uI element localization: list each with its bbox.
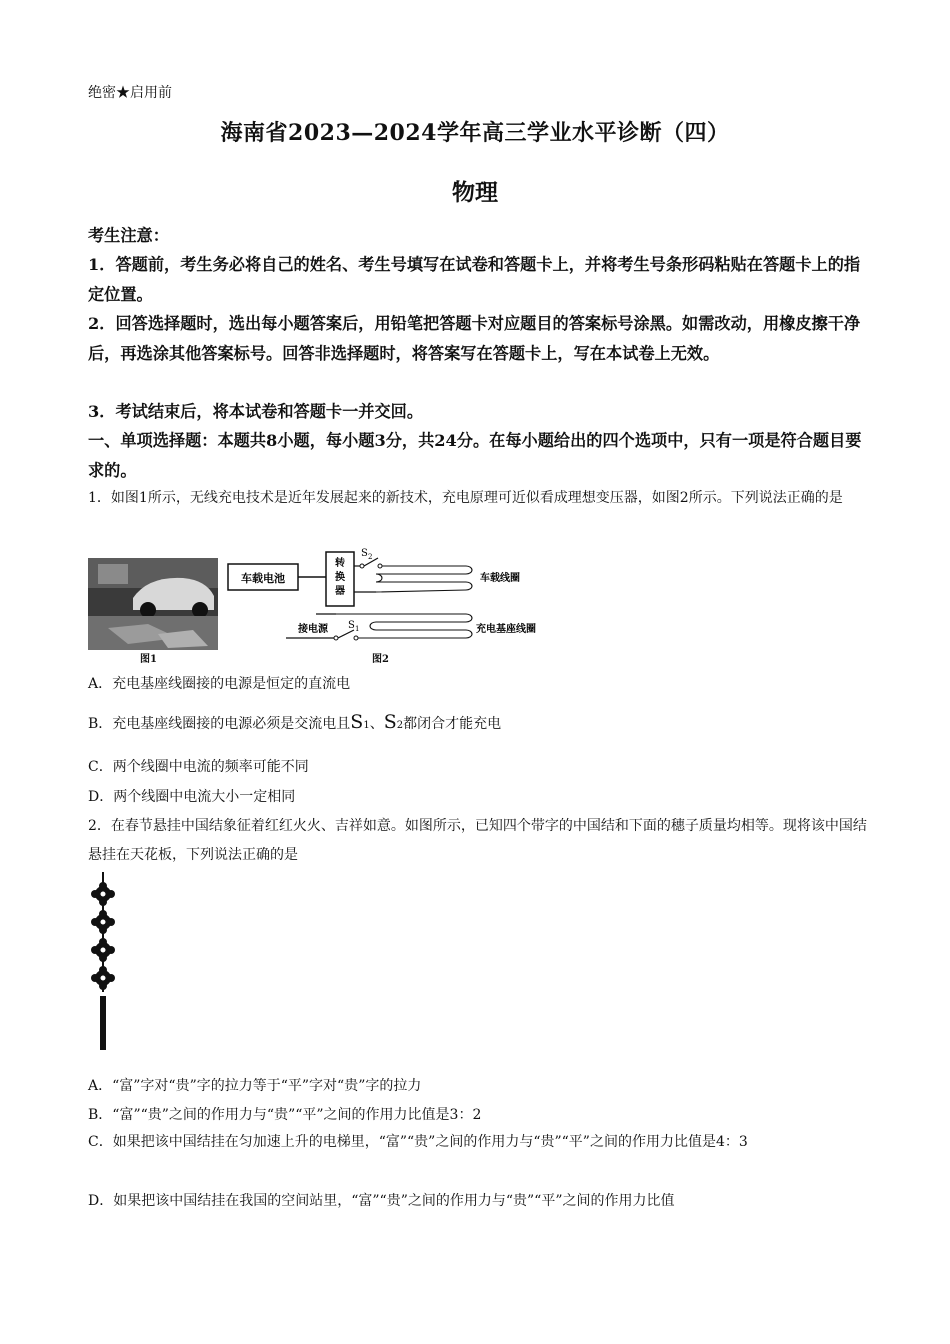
q2-option-a: A．“富”字对“贵”字的拉力等于“平”字对“贵”字的拉力 bbox=[88, 1078, 422, 1094]
q2-option-c: C．如果把该中国结挂在匀加速上升的电梯里，“富”“贵”之间的作用力与“贵”“平”之间的作用力比值是4：3 bbox=[88, 1134, 748, 1150]
figure-1-photo bbox=[88, 558, 218, 650]
section-heading: 一、单项选择题：本题共8小题，每小题3分，共24分。在每小题给出的四个选项中，只有一项是符合题目要求的。 bbox=[88, 431, 862, 480]
svg-text:1: 1 bbox=[355, 625, 360, 633]
q1-option-d: D．两个线圈中电流大小一定相同 bbox=[88, 789, 296, 805]
question-1-stem: 1．如图1所示，无线充电技术是近年发展起来的新技术，充电原理可近似看成理想变压器，如图2所示。下列说法正确的是 bbox=[88, 490, 843, 506]
switch-s2-label: S bbox=[361, 548, 368, 559]
svg-text:器: 器 bbox=[335, 586, 345, 597]
svg-text:2: 2 bbox=[368, 553, 373, 561]
svg-text:换: 换 bbox=[335, 572, 345, 583]
notice-item-2: 2．回答选择题时，选出每小题答案后，用铅笔把答题卡对应题目的答案标号涂黑。如需改动，用橡皮擦干净后，再选涂其他答案标号。回答非选择题时，将答案写在答题卡上，写在本试卷上无效。 bbox=[88, 314, 861, 363]
subject-title: 物理 bbox=[452, 179, 498, 206]
q1-option-b-text: B．充电基座线圈接的电源必须是交流电且 bbox=[88, 716, 351, 732]
switch-s1-label: S bbox=[348, 620, 355, 631]
exam-title: 海南省2023—2024学年高三学业水平诊断（四） bbox=[220, 120, 730, 146]
converter-label: 转 bbox=[335, 558, 345, 569]
notice-item-3: 3．考试结束后，将本试卷和答题卡一并交回。 bbox=[88, 402, 424, 421]
question-2-stem: 2．在春节悬挂中国结象征着红红火火、吉祥如意。如图所示，已知四个带字的中国结和下面的穗子质量均相等。现将该中国结悬挂在天花板，下列说法正确的是 bbox=[88, 818, 867, 863]
vehicle-coil-label: 车载线圈 bbox=[480, 573, 520, 584]
s2-symbol: S2 bbox=[383, 711, 404, 733]
power-source-label: 接电源 bbox=[298, 624, 328, 635]
battery-label: 车载电池 bbox=[241, 572, 285, 585]
notice-item-1: 1．答题前，考生务必将自己的姓名、考生号填写在试卷和答题卡上，并将考生号条形码粘贴在答题卡上的指定位置。 bbox=[88, 255, 861, 304]
q1-option-c: C．两个线圈中电流的频率可能不同 bbox=[88, 759, 309, 775]
q1-option-a: A．充电基座线圈接的电源是恒定的直流电 bbox=[88, 676, 351, 692]
confidential-mark: 绝密★启用前 bbox=[88, 85, 172, 101]
chinese-knot-figure bbox=[86, 872, 120, 1052]
q2-option-b: B．“富”“贵”之间的作用力与“贵”“平”之间的作用力比值是3：2 bbox=[88, 1107, 482, 1123]
figure-1-caption: 图1 bbox=[140, 654, 157, 665]
q2-option-d: D．如果把该中国结挂在我国的空间站里，“富”“贵”之间的作用力与“贵”“平”之间的作用力比值 bbox=[88, 1193, 675, 1209]
q1-option-b: B．充电基座线圈接的电源必须是交流电且S1、S2都闭合才能充电 bbox=[88, 711, 502, 733]
s1-symbol: S1 bbox=[350, 711, 370, 733]
figure-2-caption: 图2 bbox=[372, 654, 389, 665]
figure-2-diagram bbox=[226, 544, 566, 650]
base-coil-label: 充电基座线圈 bbox=[476, 624, 536, 635]
notice-heading: 考生注意： bbox=[88, 226, 169, 245]
